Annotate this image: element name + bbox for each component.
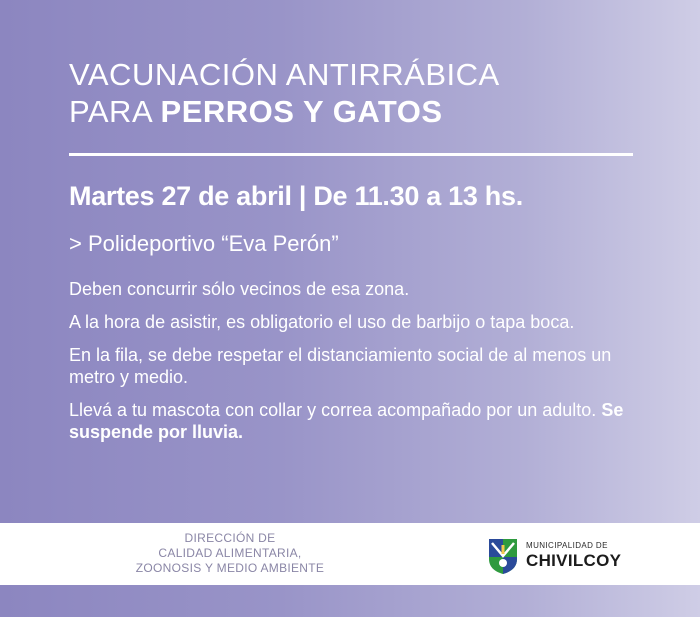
department-line-1: DIRECCIÓN DE <box>184 531 276 545</box>
municipality-name: CHIVILCOY <box>526 551 622 570</box>
department-line-2: CALIDAD ALIMENTARIA, <box>158 546 302 560</box>
note-residents: Deben concurrir sólo vecinos de esa zona. <box>69 279 410 299</box>
poster-title <box>69 56 500 130</box>
title-prefix: PARA <box>69 94 161 129</box>
event-venue: > Polideportivo “Eva Perón” <box>69 231 339 256</box>
title-line-2 <box>69 93 500 130</box>
event-date-time: Martes 27 de abril | De 11.30 a 13 hs. <box>69 181 523 211</box>
municipality-label: MUNICIPALIDAD DE <box>526 541 608 550</box>
municipality-logo-text <box>526 541 621 570</box>
note-pet <box>69 399 649 443</box>
chivilcoy-shield-icon <box>487 537 519 575</box>
note-mask: A la hora de asistir, es obligatorio el uso de barbijo o tapa boca. <box>69 312 575 332</box>
footer-bar <box>0 523 700 585</box>
title-divider <box>69 153 633 156</box>
note-distance: En la fila, se debe respetar el distanciamiento social de al menos un metro y medio. <box>69 345 612 387</box>
note-rain-warning: Se suspende por lluvia. <box>69 400 624 442</box>
title-line-1: VACUNACIÓN ANTIRRÁBICA <box>69 57 500 92</box>
event-notes <box>69 278 649 454</box>
department-name <box>110 531 350 576</box>
title-highlight: PERROS Y GATOS <box>160 94 443 129</box>
note-pet-text: Llevá a tu mascota con collar y correa acompañado por un adulto. <box>69 400 602 420</box>
department-line-3: ZOONOSIS Y MEDIO AMBIENTE <box>135 561 325 575</box>
